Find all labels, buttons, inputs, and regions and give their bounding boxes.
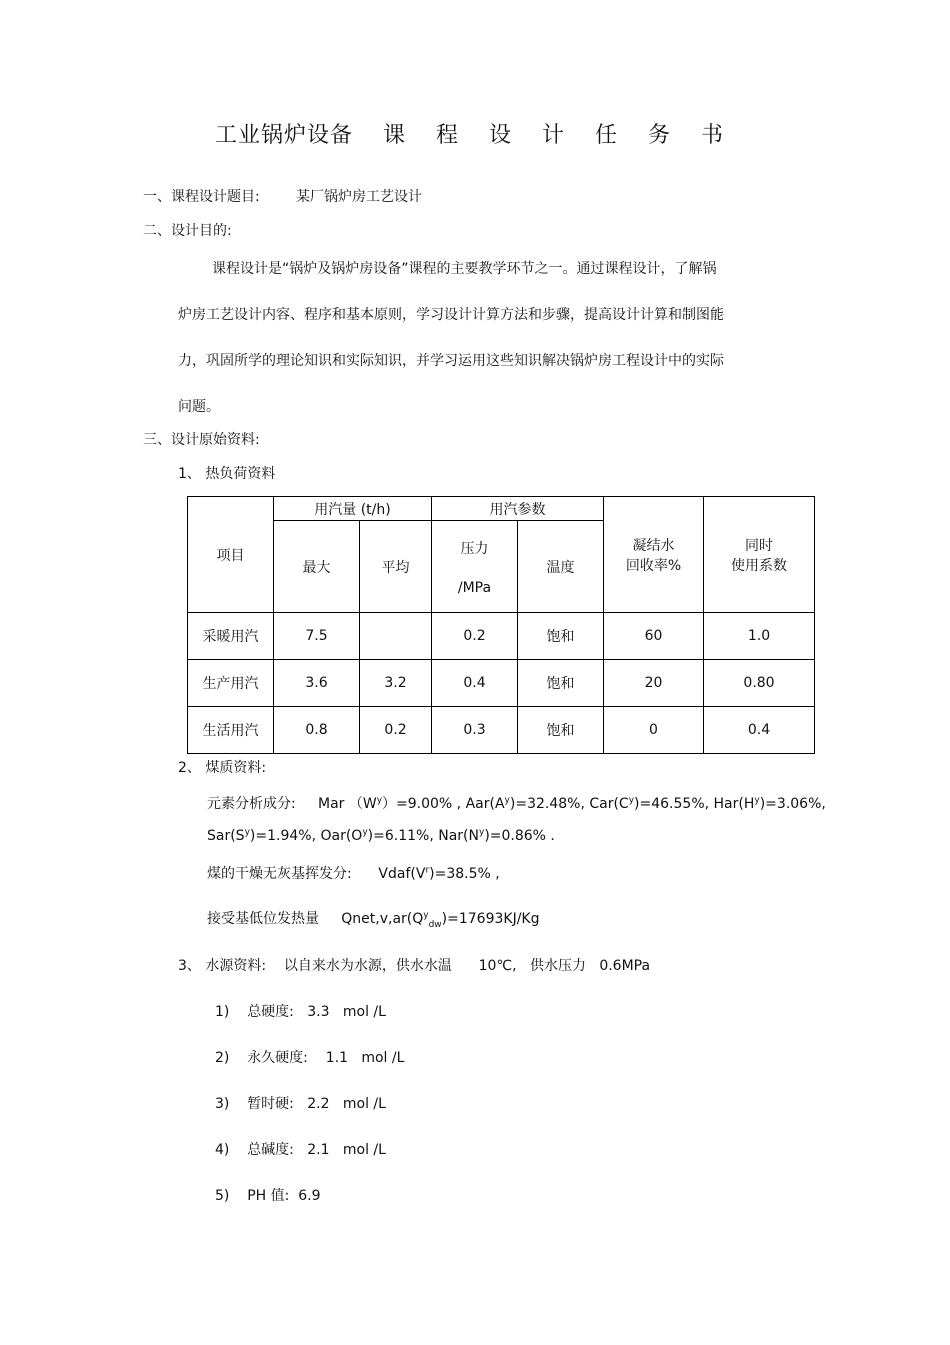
item-num: 4) xyxy=(215,1142,230,1158)
section1-label: 一、课程设计题目: xyxy=(143,189,260,205)
row-recovery: 20 xyxy=(604,660,704,707)
coal-heat-line xyxy=(207,908,540,928)
purpose-line-1: 课程设计是“锅炉及锅炉房设备”课程的主要教学环节之一。通过课程设计，了解锅 xyxy=(212,261,717,277)
row-max: 0.8 xyxy=(274,707,360,754)
row-max: 7.5 xyxy=(274,613,360,660)
purpose-line-4: 问题。 xyxy=(178,399,220,415)
coal-q: Qnet,v,ar(Q xyxy=(341,911,424,927)
coal-car-value: )=46.55%, xyxy=(634,796,710,812)
row-temp: 饱和 xyxy=(518,707,604,754)
row-name: 生活用汽 xyxy=(188,707,274,754)
item-unit: mol /L xyxy=(361,1050,405,1066)
heat-load-label: 1、 热负荷资料 xyxy=(178,466,276,482)
coal-label: 2、 煤质资料: xyxy=(178,760,267,776)
coal-vdaf-value: )=38.5% , xyxy=(429,866,500,882)
purpose-line-3: 力，巩固所学的理论知识和实际知识，并学习运用这些知识解决锅炉房工程设计中的实际 xyxy=(178,353,724,369)
item-unit: mol /L xyxy=(342,1096,386,1112)
row-pressure: 0.4 xyxy=(432,660,518,707)
header-coef-line1: 同时 xyxy=(745,537,773,554)
item-num: 5) xyxy=(215,1188,230,1204)
section3-label: 三、设计原始资料: xyxy=(143,432,260,448)
list-item xyxy=(215,1047,404,1067)
item-value: 2.1 xyxy=(307,1142,330,1158)
water-line xyxy=(178,955,650,975)
header-temperature: 温度 xyxy=(518,521,604,613)
coal-har: Har(H xyxy=(713,796,755,812)
coal-oar: Oar(O xyxy=(320,828,363,844)
item-num: 2) xyxy=(215,1050,230,1066)
water-temp: 10℃, xyxy=(478,958,517,974)
section2-label: 二、设计目的: xyxy=(143,223,232,239)
header-recovery-line1: 凝结水 xyxy=(632,537,675,554)
item-unit: mol /L xyxy=(342,1142,386,1158)
table-row xyxy=(188,613,815,660)
coal-aar: Aar(A xyxy=(465,796,505,812)
header-recovery xyxy=(604,497,704,613)
section1-value: 某厂锅炉房工艺设计 xyxy=(296,189,422,205)
heat-load-table xyxy=(187,496,815,754)
coal-har-value: )=3.06%, xyxy=(759,796,826,812)
header-recovery-line2: 回收率% xyxy=(625,557,682,574)
coal-nar-value: )=0.86% . xyxy=(484,828,555,844)
header-avg: 平均 xyxy=(360,521,432,613)
item-value: 2.2 xyxy=(307,1096,330,1112)
coal-oar-value: )=6.11%, xyxy=(367,828,434,844)
row-max: 3.6 xyxy=(274,660,360,707)
item-num: 1) xyxy=(215,1004,230,1020)
water-label: 3、 水源资料: xyxy=(178,958,267,974)
coal-elements-line1 xyxy=(207,793,826,813)
coal-sar: Sar(S xyxy=(207,828,245,844)
row-coef: 1.0 xyxy=(704,613,815,660)
item-num: 3) xyxy=(215,1096,230,1112)
list-item xyxy=(215,1139,386,1159)
coal-q-value: )=17693KJ/Kg xyxy=(441,911,540,927)
title-part2: 课 程 设 计 任 务 书 xyxy=(383,123,735,148)
row-coef: 0.4 xyxy=(704,707,815,754)
item-value: 6.9 xyxy=(298,1188,321,1204)
row-avg: 3.2 xyxy=(360,660,432,707)
purpose-line-2: 炉房工艺设计内容、程序和基本原则，学习设计计算方法和步骤，提高设计计算和制图能 xyxy=(178,307,724,323)
item-name: 总硬度: xyxy=(247,1004,294,1020)
header-steam-amount: 用汽量 (t/h) xyxy=(274,497,432,521)
sup-r: r xyxy=(425,865,430,876)
header-pressure-label: 压力 xyxy=(460,540,489,557)
header-item: 项目 xyxy=(188,497,274,613)
water-pressure-label: 供水压力 xyxy=(529,958,586,974)
row-temp: 饱和 xyxy=(518,613,604,660)
list-item xyxy=(215,1001,386,1021)
sub-dw: dw xyxy=(428,919,442,930)
row-temp: 饱和 xyxy=(518,660,604,707)
sup-y: y xyxy=(504,795,510,806)
row-recovery: 60 xyxy=(604,613,704,660)
coal-q-label: 接受基低位发热量 xyxy=(207,911,319,927)
sup-y: y xyxy=(754,795,760,806)
coal-car: Car(C xyxy=(589,796,629,812)
list-item xyxy=(215,1093,386,1113)
coal-vdaf: Vdaf(V xyxy=(378,866,426,882)
coal-elem-label: 元素分析成分: xyxy=(207,796,296,812)
row-recovery: 0 xyxy=(604,707,704,754)
sup-y: y xyxy=(362,827,368,838)
header-pressure xyxy=(432,521,518,613)
coal-sar-value: )=1.94%, xyxy=(249,828,317,844)
coal-mar: Mar （W xyxy=(317,796,377,812)
header-steam-params: 用汽参数 xyxy=(432,497,604,521)
sup-y: y xyxy=(478,827,485,838)
row-pressure: 0.2 xyxy=(432,613,518,660)
coal-nar: Nar(N xyxy=(438,828,479,844)
coal-mar-value: ）=9.00% , xyxy=(382,796,462,812)
header-coef-line2: 使用系数 xyxy=(731,557,787,574)
table-row xyxy=(188,660,815,707)
title-part1: 工业锅炉设备 xyxy=(215,123,354,148)
table-row xyxy=(188,707,815,754)
page-title xyxy=(0,118,950,149)
coal-vdaf-label: 煤的干燥无灰基挥发分: xyxy=(207,866,352,882)
header-coef xyxy=(704,497,815,613)
sup-y: y xyxy=(423,910,429,921)
sup-y: y xyxy=(628,795,635,806)
coal-aar-value: )=32.48%, xyxy=(509,796,585,812)
list-item xyxy=(215,1185,321,1205)
sup-y: y xyxy=(244,827,250,838)
item-name: 总碱度: xyxy=(247,1142,294,1158)
water-desc: 以自来水为水源，供水水温 xyxy=(283,958,452,974)
row-name: 采暖用汽 xyxy=(188,613,274,660)
row-pressure: 0.3 xyxy=(432,707,518,754)
coal-vdaf-line xyxy=(207,863,500,883)
header-max: 最大 xyxy=(274,521,360,613)
item-value: 1.1 xyxy=(325,1050,348,1066)
header-pressure-unit: /MPa xyxy=(457,579,492,596)
item-name: PH 值: xyxy=(247,1188,290,1204)
row-coef: 0.80 xyxy=(704,660,815,707)
coal-elements-line2 xyxy=(207,828,555,844)
item-name: 暂时硬: xyxy=(247,1096,294,1112)
item-name: 永久硬度: xyxy=(247,1050,308,1066)
sup-y: y xyxy=(376,795,383,806)
item-value: 3.3 xyxy=(307,1004,330,1020)
water-pressure: 0.6MPa xyxy=(599,958,651,974)
item-unit: mol /L xyxy=(342,1004,386,1020)
row-name: 生产用汽 xyxy=(188,660,274,707)
row-avg xyxy=(360,613,432,660)
row-avg: 0.2 xyxy=(360,707,432,754)
